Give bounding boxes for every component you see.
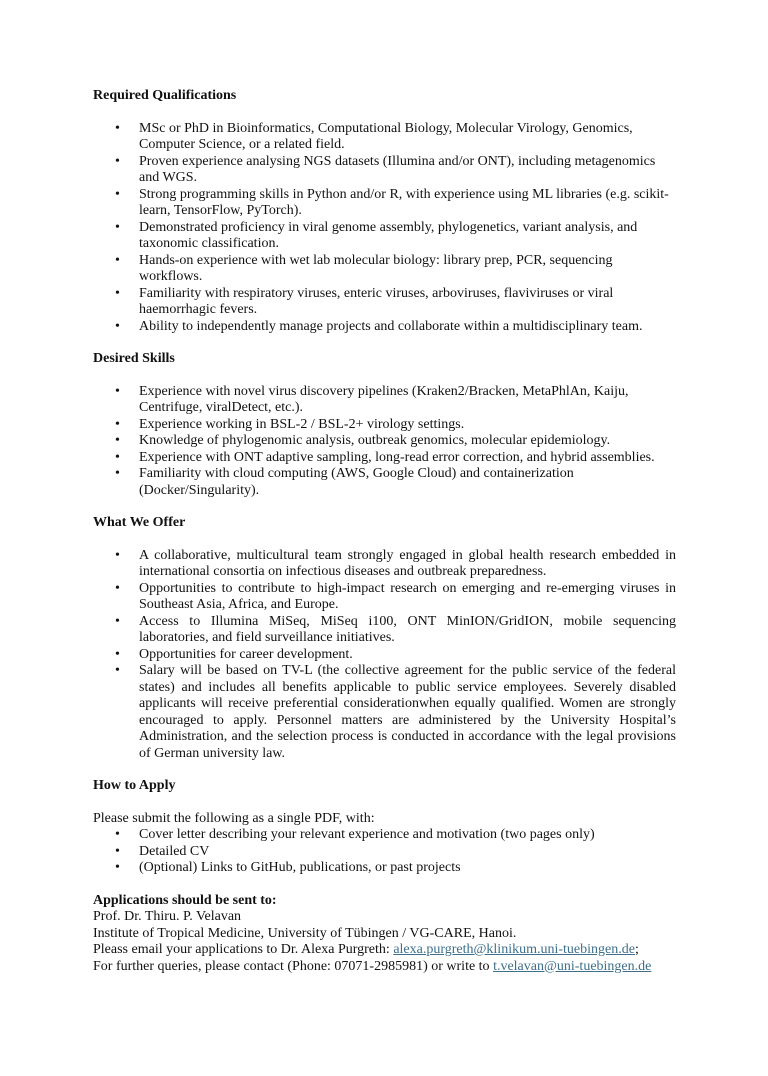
apply-intro: Please submit the following as a single PDF, with: [93, 810, 375, 826]
apply-list [93, 827, 676, 877]
applications-sent-to-heading: Applications should be sent to: [93, 892, 277, 908]
list-item: • Experience working in BSL-2 / BSL-2+ virology settings. [93, 417, 676, 434]
what-we-offer-heading: What We Offer [93, 515, 186, 530]
email-link-purgreth[interactable]: alexa.purgreth@klinikum.uni-tuebingen.de [393, 942, 635, 957]
list-item: • Experience with ONT adaptive sampling, long-read error correction, and hybrid assemblies. [93, 450, 676, 467]
email-line-suffix: ; [634, 942, 639, 957]
list-item: • Access to Illumina MiSeq, MiSeq i100, ONT MinION/GridION, mobile sequencing laboratories, and field surveillance initiatives. [93, 614, 676, 647]
list-item: • Familiarity with respiratory viruses, enteric viruses, arboviruses, flaviviruses or viral haemorrhagic fevers. [93, 286, 676, 319]
job-posting-document [93, 88, 676, 975]
query-line [93, 959, 676, 976]
list-item: • Knowledge of phylogenomic analysis, outbreak genomics, molecular epidemiology. [93, 433, 676, 450]
list-item: • Hands-on experience with wet lab molecular biology: library prep, PCR, sequencing workflows. [93, 253, 676, 286]
what-we-offer-list [93, 548, 676, 763]
how-to-apply-heading: How to Apply [93, 778, 176, 793]
list-item: • A collaborative, multicultural team strongly engaged in global health research embedded in international consortia on infectious diseases and outbreak preparedness. [93, 548, 676, 581]
desired-skills-list [93, 384, 676, 500]
query-line-text: For further queries, please contact (Phone: 07071-2985981) or write to [93, 958, 494, 974]
email-link-velavan[interactable]: t.velavan@uni-tuebingen.de [493, 958, 652, 974]
list-item: • Familiarity with cloud computing (AWS, Google Cloud) and containerization (Docker/Singularity). [93, 466, 676, 499]
contact-institute: Institute of Tropical Medicine, University of Tübingen / VG-CARE, Hanoi. [93, 925, 517, 941]
email-line [93, 942, 676, 959]
list-item: • Detailed CV [93, 844, 676, 861]
list-item: • Ability to independently manage projects and collaborate within a multidisciplinary team. [93, 319, 676, 336]
list-item: • Experience with novel virus discovery pipelines (Kraken2/Bracken, MetaPhlAn, Kaiju, Centrifuge, viralDetect, etc.). [93, 384, 676, 417]
contact-name: Prof. Dr. Thiru. P. Velavan [93, 909, 242, 924]
required-qualifications-heading: Required Qualifications [93, 88, 237, 103]
list-item: • Opportunities to contribute to high-impact research on emerging and re-emerging viruses in Southeast Asia, Africa, and Europe. [93, 581, 676, 614]
list-item: • Salary will be based on TV-L (the collective agreement for the public service of the federal states) and includes all benefits applicable to public service employees. Severely disabled applicants will receive preferential considerationwhen equally qualified. Women are strongly encouraged to apply. Personnel matters are administered by the University Hospital’s Administration, and the selection process is conducted in accordance with the legal provisions of German university law. [93, 663, 676, 762]
required-qualifications-list [93, 121, 676, 336]
list-item: • Cover letter describing your relevant experience and motivation (two pages only) [93, 827, 676, 844]
desired-skills-heading: Desired Skills [93, 351, 175, 366]
list-item: • Proven experience analysing NGS datasets (Illumina and/or ONT), including metagenomics and WGS. [93, 154, 676, 187]
list-item: • Strong programming skills in Python and/or R, with experience using ML libraries (e.g. scikit-learn, TensorFlow, PyTorch). [93, 187, 676, 220]
list-item: • MSc or PhD in Bioinformatics, Computational Biology, Molecular Virology, Genomics, Computer Science, or a related field. [93, 121, 676, 154]
list-item: • Demonstrated proficiency in viral genome assembly, phylogenetics, variant analysis, and taxonomic classification. [93, 220, 676, 253]
email-line-text: Pleass email your applications to Dr. Alexa Purgreth: [93, 942, 394, 957]
list-item: • Opportunities for career development. [93, 647, 676, 664]
list-item: • (Optional) Links to GitHub, publications, or past projects [93, 860, 676, 877]
